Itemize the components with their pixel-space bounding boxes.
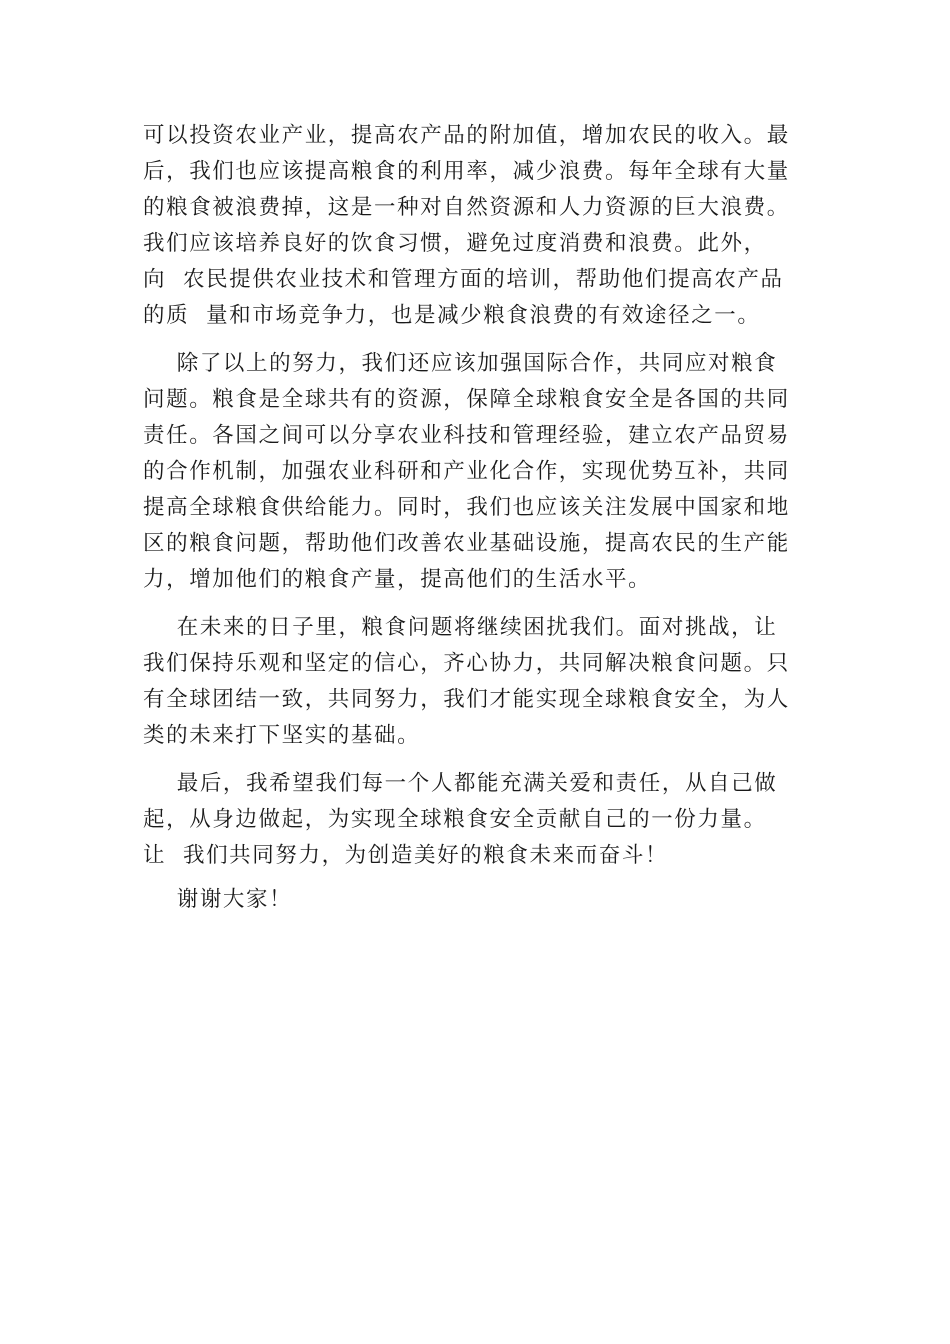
text-line: 力，增加他们的粮食产量，提高他们的生活水平。 — [143, 567, 652, 592]
paragraph-1 — [143, 118, 803, 334]
paragraph-2 — [143, 346, 803, 598]
text-line: 提高全球粮食供给能力。同时，我们也应该关注发展中国家和地 — [143, 495, 790, 520]
paragraph-3 — [143, 610, 803, 754]
text-line: 让 我们共同努力，为创造美好的粮食未来而奋斗！ — [143, 843, 669, 868]
text-line: 后，我们也应该提高粮食的利用率，减少浪费。每年全球有大量 — [143, 159, 790, 184]
document-body — [143, 118, 803, 930]
text-line: 我们保持乐观和坚定的信心，齐心协力，共同解决粮食问题。只 — [143, 651, 790, 676]
text-line: 类的未来打下坚实的基础。 — [143, 723, 421, 748]
text-line: 我们应该培养良好的饮食习惯，避免过度消费和浪费。此外， — [143, 231, 767, 256]
paragraph-4 — [143, 766, 803, 874]
paragraph-closing — [143, 882, 803, 918]
text-line: 有全球团结一致，共同努力，我们才能实现全球粮食安全，为人 — [143, 687, 790, 712]
text-line: 除了以上的努力，我们还应该加强国际合作，共同应对粮食 — [143, 351, 778, 376]
text-line: 起，从身边做起，为实现全球粮食安全贡献自己的一份力量。 — [143, 807, 767, 832]
text-line: 的合作机制，加强农业科研和产业化合作，实现优势互补，共同 — [143, 459, 790, 484]
text-line: 问题。粮食是全球共有的资源，保障全球粮食安全是各国的共同 — [143, 387, 790, 412]
text-line: 在未来的日子里，粮食问题将继续困扰我们。面对挑战，让 — [143, 615, 778, 640]
text-line: 的质 量和市场竞争力，也是减少粮食浪费的有效途径之一。 — [143, 303, 761, 328]
text-line: 的粮食被浪费掉，这是一种对自然资源和人力资源的巨大浪费。 — [143, 195, 790, 220]
text-line: 最后，我希望我们每一个人都能充满关爱和责任，从自己做 — [143, 771, 778, 796]
text-line: 谢谢大家！ — [143, 887, 293, 912]
text-line: 区的粮食问题，帮助他们改善农业基础设施，提高农民的生产能 — [143, 531, 790, 556]
text-line: 可以投资农业产业，提高农产品的附加值，增加农民的收入。最 — [143, 123, 790, 148]
text-line: 责任。各国之间可以分享农业科技和管理经验，建立农产品贸易 — [143, 423, 790, 448]
text-line: 向 农民提供农业技术和管理方面的培训，帮助他们提高农产品 — [143, 267, 784, 292]
